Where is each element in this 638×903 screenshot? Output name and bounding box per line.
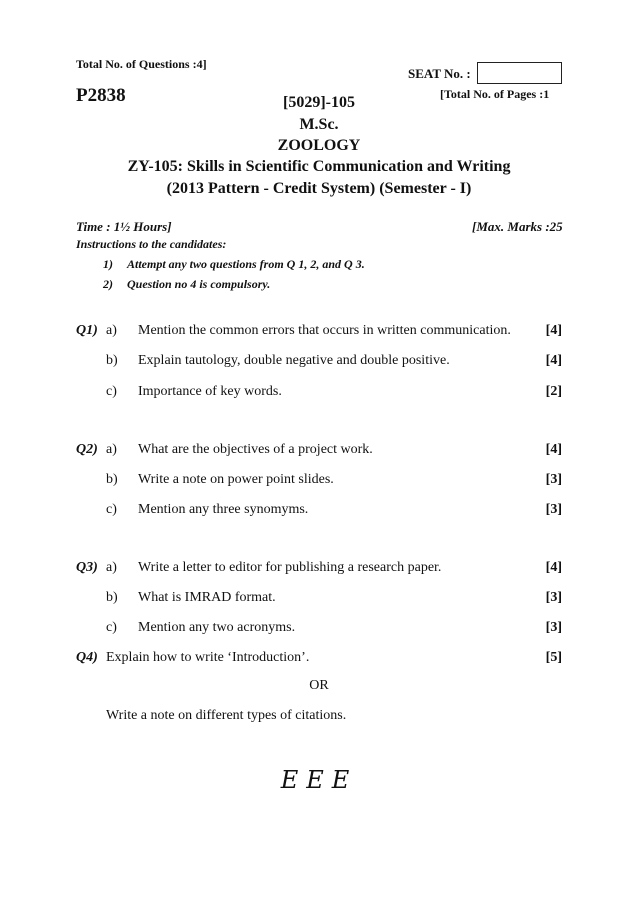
part-text: Explain tautology, double negative and double positive. xyxy=(138,353,450,368)
instructions-heading: Instructions to the candidates: xyxy=(76,237,227,251)
instruction-text: Question no 4 is compulsory. xyxy=(127,277,271,291)
part-text: Mention any three synomyms. xyxy=(138,502,309,517)
part-letter: a) xyxy=(106,323,117,338)
part-marks: [3] xyxy=(545,620,562,635)
question-label: Q4) xyxy=(76,650,98,665)
part-text: What is IMRAD format. xyxy=(138,590,276,605)
part-marks: [2] xyxy=(545,384,562,399)
question-label: Q2) xyxy=(76,442,98,457)
end-of-paper-symbol: EEE xyxy=(280,766,358,794)
instruction-number: 2) xyxy=(103,277,113,291)
max-marks: [Max. Marks :25 xyxy=(472,219,563,234)
part-letter: a) xyxy=(106,560,117,575)
part-text: Write a note on power point slides. xyxy=(138,472,334,487)
part-text: Mention the common errors that occurs in written communication. xyxy=(138,323,511,338)
exam-code: [5029]-105 xyxy=(283,94,355,111)
degree: M.Sc. xyxy=(299,116,339,133)
part-letter: b) xyxy=(106,353,118,368)
instruction-text: Attempt any two questions from Q 1, 2, and Q 3. xyxy=(127,257,365,271)
exam-time: Time : 1½ Hours] xyxy=(76,219,172,234)
part-marks: [3] xyxy=(545,590,562,605)
part-letter: c) xyxy=(106,620,117,635)
or-divider: OR xyxy=(309,678,329,693)
part-marks: [4] xyxy=(545,442,562,457)
part-letter: b) xyxy=(106,472,118,487)
question-alt-text: Write a note on different types of citations. xyxy=(106,708,347,723)
part-letter: b) xyxy=(106,590,118,605)
subject: ZOOLOGY xyxy=(277,137,361,154)
total-questions: Total No. of Questions :4] xyxy=(76,57,207,71)
question-label: Q1) xyxy=(76,323,98,338)
paper-code: P2838 xyxy=(76,85,126,106)
part-marks: [3] xyxy=(545,502,562,517)
course-title: ZY-105: Skills in Scientific Communication and Writing xyxy=(127,158,511,175)
part-text: Write a letter to editor for publishing a research paper. xyxy=(138,560,442,575)
question-label: Q3) xyxy=(76,560,98,575)
seat-number-box[interactable] xyxy=(477,62,562,84)
pattern: (2013 Pattern - Credit System) (Semester - I) xyxy=(166,180,472,197)
part-marks: [4] xyxy=(545,560,562,575)
part-letter: c) xyxy=(106,384,117,399)
part-text: Importance of key words. xyxy=(138,384,282,399)
part-letter: a) xyxy=(106,442,117,457)
seat-number-label: SEAT No. : xyxy=(408,66,471,81)
part-marks: [3] xyxy=(545,472,562,487)
question-marks: [5] xyxy=(545,650,562,665)
part-letter: c) xyxy=(106,502,117,517)
total-pages: [Total No. of Pages :1 xyxy=(440,87,550,101)
part-text: What are the objectives of a project work. xyxy=(138,442,373,457)
question-text: Explain how to write ‘Introduction’. xyxy=(106,650,310,665)
part-marks: [4] xyxy=(545,323,562,338)
part-marks: [4] xyxy=(545,353,562,368)
part-text: Mention any two acronyms. xyxy=(138,620,296,635)
instruction-number: 1) xyxy=(103,257,113,271)
